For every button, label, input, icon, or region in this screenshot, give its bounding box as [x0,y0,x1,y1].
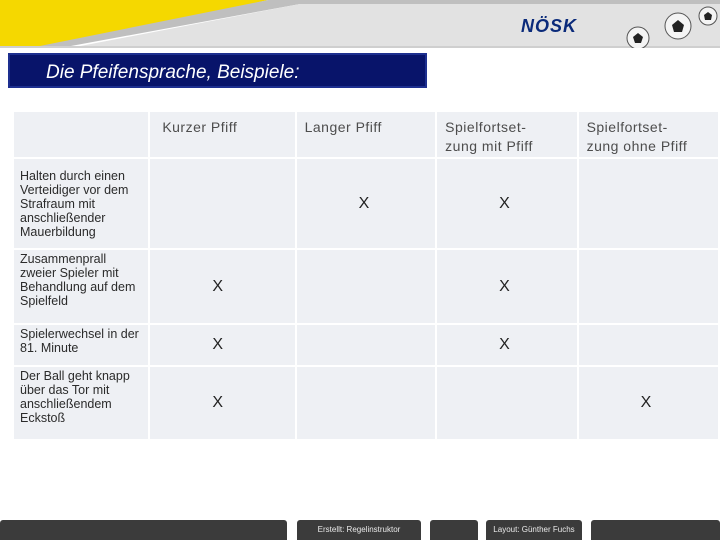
corner-cell [14,112,148,157]
mark-cell [437,367,576,439]
mark-cell [150,159,294,248]
mark-cell [579,159,718,248]
brand-logo-text: NÖSK [521,16,578,36]
table-row [14,367,718,439]
footer-credit-created: Erstellt: Regelinstruktor [297,520,421,540]
mark-cell [297,367,436,439]
footer-credit-layout: Layout: Günther Fuchs [486,520,582,540]
column-header: Spielfortset- zung mit Pfiff [437,112,576,157]
soccer-balls-icon [618,6,720,48]
mark-cell: X [579,367,718,439]
header-banner [0,0,720,48]
mark-cell: X [150,367,294,439]
mark-cell: X [150,250,294,323]
mark-cell: X [437,325,576,365]
mark-cell: X [437,159,576,248]
row-label: Halten durch einen Verteidiger vor dem Strafraum mit anschließender Mauerbildung [14,159,148,248]
mark-cell: X [150,325,294,365]
mark-cell [297,325,436,365]
table-row [14,159,718,248]
mark-cell [579,250,718,323]
mark-cell: X [297,159,436,248]
row-label: Zusammenprall zweier Spieler mit Behandlung auf dem Spielfeld [14,250,148,323]
mark-cell [297,250,436,323]
row-label: Der Ball geht knapp über das Tor mit anschließendem Eckstoß [14,367,148,439]
column-header: Kurzer Pfiff [150,112,294,157]
column-header: Spielfortset- zung ohne Pfiff [579,112,718,157]
footer-bar-right [591,520,720,540]
row-label: Spielerwechsel in der 81. Minute [14,325,148,365]
table-row [14,250,718,323]
footer-bar-middle [430,520,478,540]
whistle-table [12,110,720,441]
column-header: Langer Pfiff [297,112,436,157]
mark-cell [579,325,718,365]
page-title: Die Pfeifensprache, Beispiele: [46,62,300,83]
mark-cell: X [437,250,576,323]
table-header-row [14,112,718,157]
footer-bar-left [0,520,287,540]
table-row [14,325,718,365]
